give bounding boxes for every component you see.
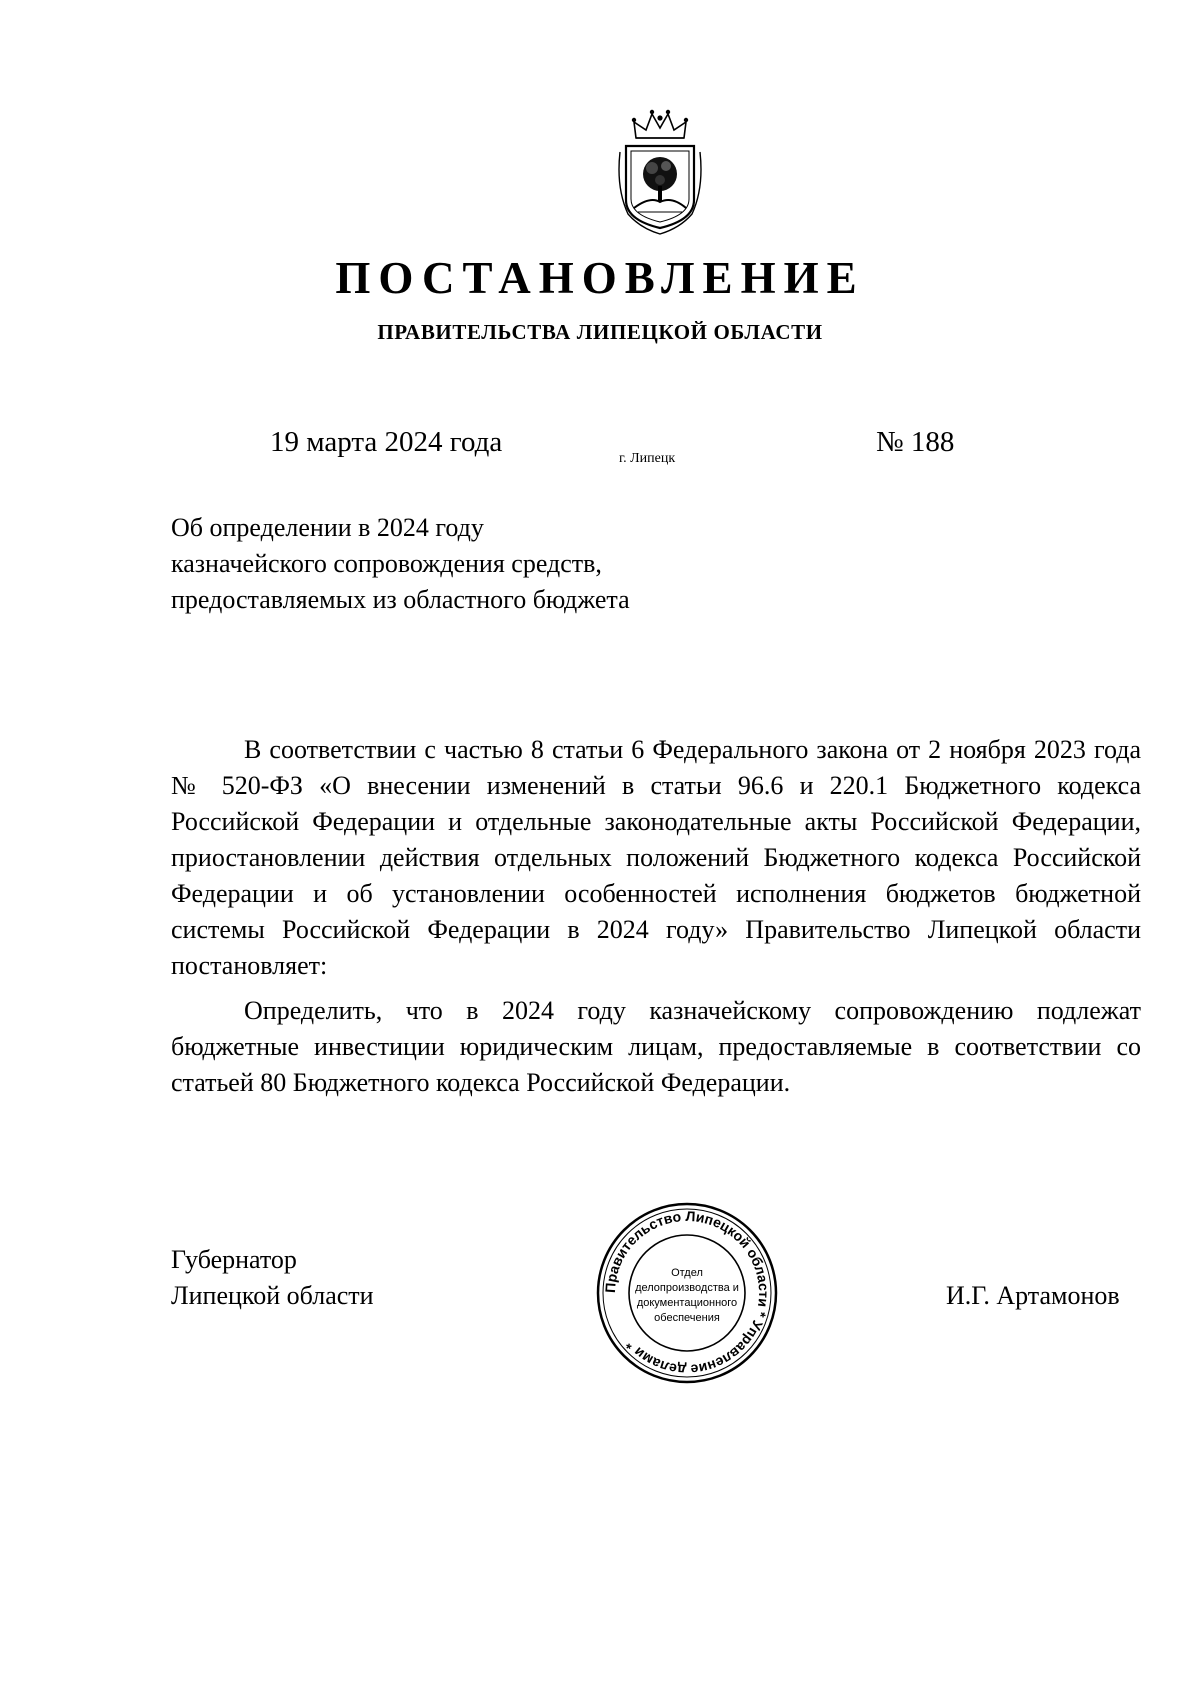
subject-line: предоставляемых из областного бюджета xyxy=(171,585,630,614)
signer-position-line: Губернатор xyxy=(171,1245,297,1274)
document-title: ПОСТАНОВЛЕНИЕ xyxy=(335,253,865,303)
body-paragraph: Определить, что в 2024 году казначейскому сопровождению подлежат бюджетные инвестиции юридическим лицам, предоставляемые в соответствии со статьей 80 Бюджетного кодекса Российской Федерации. xyxy=(171,996,1141,1097)
svg-text:документационного: документационного xyxy=(636,1297,738,1309)
svg-text:делопроизводства и: делопроизводства и xyxy=(635,1282,739,1294)
signer-position-line: Липецкой области xyxy=(171,1281,374,1310)
coat-of-arms-emblem xyxy=(614,108,706,236)
official-stamp xyxy=(594,1200,780,1386)
body-paragraph: В соответствии с частью 8 статьи 6 Федерального закона от 2 ноября 2023 года № 520-ФЗ «О внесении изменений в статьи 96.6 и 220.1 Бюджетного кодекса Российской Федерации и отдельные законодательные акты Российской Федерации, приостановлении действия отдельных положений Бюджетного кодекса Российской Федерации и об установлении особенностей исполнения бюджетов бюджетной системы Российской Федерации в 2024 году» Правительство Липецкой области постановляет: xyxy=(171,735,1141,980)
document-body xyxy=(171,732,1141,1101)
document-subject xyxy=(171,510,731,618)
svg-text:Отдел: Отдел xyxy=(671,1267,703,1279)
document-subtitle: ПРАВИТЕЛЬСТВА ЛИПЕЦКОЙ ОБЛАСТИ xyxy=(377,320,823,344)
svg-text:обеспечения: обеспечения xyxy=(654,1312,720,1324)
subject-line: Об определении в 2024 году xyxy=(171,513,484,542)
document-number: № 188 xyxy=(876,426,955,458)
svg-text:Правительство Липецкой области: Правительство Липецкой области * Управление делами * xyxy=(601,1207,773,1379)
document-date: 19 марта 2024 года xyxy=(270,426,503,458)
document-city: г. Липецк xyxy=(619,451,676,466)
signer-position xyxy=(171,1242,374,1314)
signer-name: И.Г. Артамонов xyxy=(946,1281,1120,1310)
subject-line: казначейского сопровождения средств, xyxy=(171,549,602,578)
